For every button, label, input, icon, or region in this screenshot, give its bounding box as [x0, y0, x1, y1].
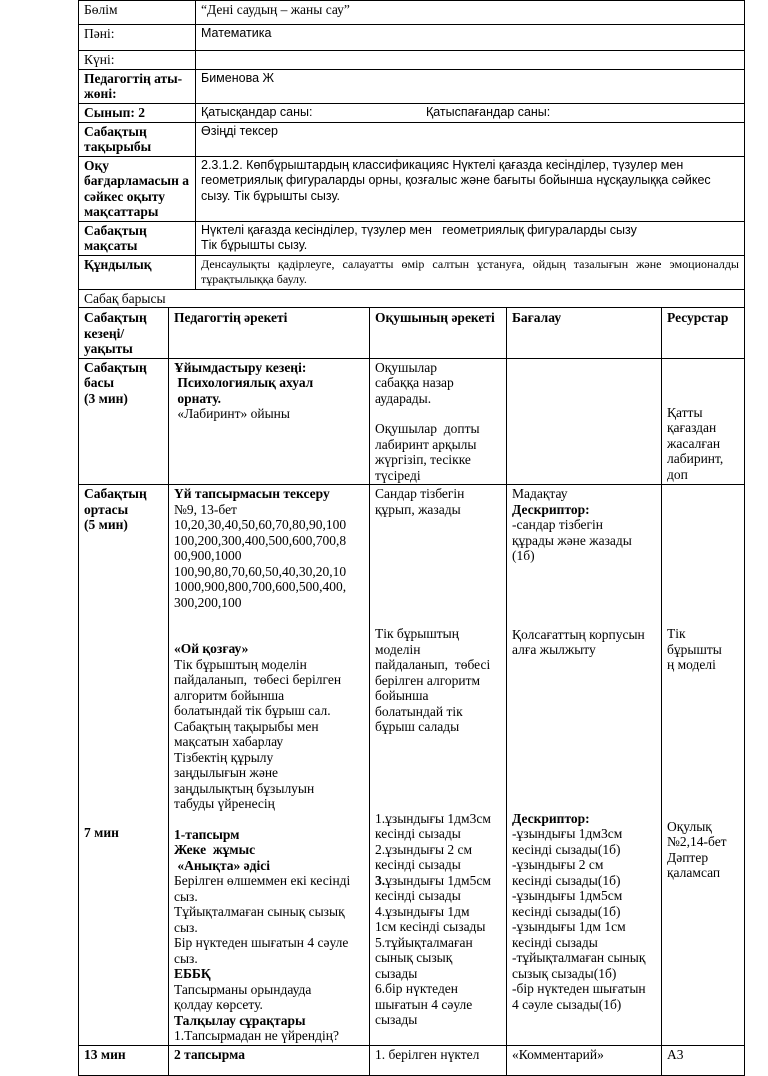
present-label: Қатысқандар саны: [201, 104, 313, 119]
lesson-goal-line: Нүктелі қағазда кесінділер, түзулер мен геометриялық фигураларды сызу [201, 222, 637, 237]
grade-label: Сынып: 2 [79, 103, 196, 122]
stage-beginning: Сабақтың басы (3 мин) [79, 358, 169, 485]
lesson-plan-document [78, 0, 744, 1076]
section-value: “Дені саудың – жаны сау” [196, 1, 745, 25]
topic-label: Сабақтың тақырыбы [79, 122, 196, 156]
stage-middle-time: 7 мин [84, 824, 119, 840]
teacher-label: Педагогтің аты-жөні: [79, 69, 196, 103]
discussion-title: Талқылау сұрақтары [174, 1012, 306, 1028]
resources-middle: Тік бұрышты ң моделі Оқулық №2,14-бет Дәптер қаламсап [662, 485, 745, 1046]
stage-middle: Сабақтың ортасы (5 мин) 7 мин [79, 485, 169, 1046]
topic-value: Өзіңді тексер [196, 122, 745, 156]
think-title: «Ой қозғау» [174, 641, 249, 656]
teacher-value: Бименова Ж [196, 69, 745, 103]
assessment-next: «Комментарий» [507, 1045, 662, 1075]
header-teacher: Педагогтің әрекеті [169, 308, 370, 359]
header-student: Оқушының әрекеті [370, 308, 507, 359]
header-assessment: Бағалау [507, 308, 662, 359]
header-resources: Ресурстар [662, 308, 745, 359]
subject-label: Пәні: [79, 25, 196, 51]
resources-next: А3 [662, 1045, 745, 1075]
goals-value: 2.3.1.2. Көпбұрыштардың классификацияс Нүктелі қағазда кесінділер, түзулер мен геометриялық фигураларды орны, қозғалыс және бағыты бойынша нұсқаулыққа сәйкес сызу. Тік бұрышты сызу. [196, 156, 745, 221]
values-label: Құндылық [79, 255, 196, 289]
lesson-goal-label: Сабақтың мақсаты [79, 221, 196, 255]
student-next: 1. берілген нүктел [370, 1045, 507, 1075]
ebbk-title: ЕББҚ [174, 966, 211, 981]
header-stage: Сабақтың кезеңі/ уақыты [79, 308, 169, 359]
lesson-goal-value [196, 221, 745, 255]
student-middle: Сандар тізбегін құрып, жазады Тік бұрыштың моделін пайдаланып, төбесі берілген алгоритм бойынша болатындай тік бұрыш салады 1.ұзындығы 1дм3см кесінді сызады 2.ұзындығы 2 см кесінді сызады 3.ұзындығы 1дм5см кесінді сызады 4.ұзындығы 1дм 1см кесінді сызады 5.тұйықталмаған сынық сызық сызады 6.бір нүктеден шығатын 4 сәуле сызады [370, 485, 507, 1046]
student-beginning: Оқушылар сабаққа назар аударады. Оқушылар допты лабиринт арқылы жүргізіп, тесікке түсіреді [370, 358, 507, 485]
resources-beginning: Қатты қағаздан жасалған лабиринт, доп [662, 358, 745, 485]
attendance-cell [196, 103, 745, 122]
homework-title: Үй тапсырмасын тексеру [174, 486, 330, 501]
date-label: Күні: [79, 51, 196, 70]
assessment-beginning [507, 358, 662, 485]
teacher-next: 2 тапсырма [169, 1045, 370, 1075]
values-value: Денсаулықты қадірлеуге, салауатты өмір салтын ұстануға, ойдың тазалығын және эмоционалды тұрақтылыққа баулу. [196, 255, 745, 289]
goals-label: Оқу бағдарламасын а сәйкес оқыту мақсаттары [79, 156, 196, 221]
subject-value: Математика [196, 25, 745, 51]
absent-label: Қатыспағандар саны: [425, 104, 551, 119]
stage-next: 13 мин [79, 1045, 169, 1075]
assessment-middle: Мадақтау Дескриптор: -сандар тізбегін құрады және жазады (1б) Қолсағаттың корпусын алға жылжыту Дескриптор: -ұзындығы 1дм3см кесінді сызады(1б) -ұзындығы 2 см кесінді сызады(1б) -ұзындығы 1дм5см кесінді сызады(1б) -ұзындығы 1дм 1см кесінді сызады -тұйықталмаған сынық сызық сызады(1б) -бір нүктеден шығатын 4 сәуле сызады(1б) [507, 485, 662, 1046]
section-label: Бөлім [79, 1, 196, 25]
task1-title: 1-тапсырм [174, 826, 240, 842]
lesson-progress-table [78, 307, 745, 1076]
lesson-info-table [78, 0, 745, 308]
progress-label: Сабақ барысы [79, 289, 745, 308]
date-value [196, 51, 745, 70]
lesson-goal-line: Тік бұрышты сызу. [201, 238, 308, 252]
teacher-beginning: Ұйымдастыру кезеңі: Психологиялық ахуал орнату. «Лабиринт» ойыны [169, 358, 370, 485]
teacher-middle: Үй тапсырмасын тексеру №9, 13-бет 10,20,30,40,50,60,70,80,90,100 100,200,300,400,500,600,700,8 00,900,1000 100,90,80,70,60,50,40,30,20,10 1000,900,800,700,600,500,400, 300,200,100 «Ой қозғау» Тік бұрыштың моделін пайдаланып, төбесі берілген алгоритм бойынша болатындай тік бұрыш сал. Сабақтың тақырыбы мен мақсатын хабарлау Тізбектің құрылу заңдылығын және заңдылықтың бұзылуын табуды үйренесің 1-тапсырм Жеке жұмыс «Анықта» әдісі Берілген өлшеммен екі кесінді сыз. Тұйықталмаған сынық сызық сыз. Бір нүктеден шығатын 4 сәуле сыз. ЕББҚ Тапсырманы орындауда қолдау көрсету. Талқылау сұрақтары 1.Тапсырмадан не үйрендің? [169, 485, 370, 1046]
